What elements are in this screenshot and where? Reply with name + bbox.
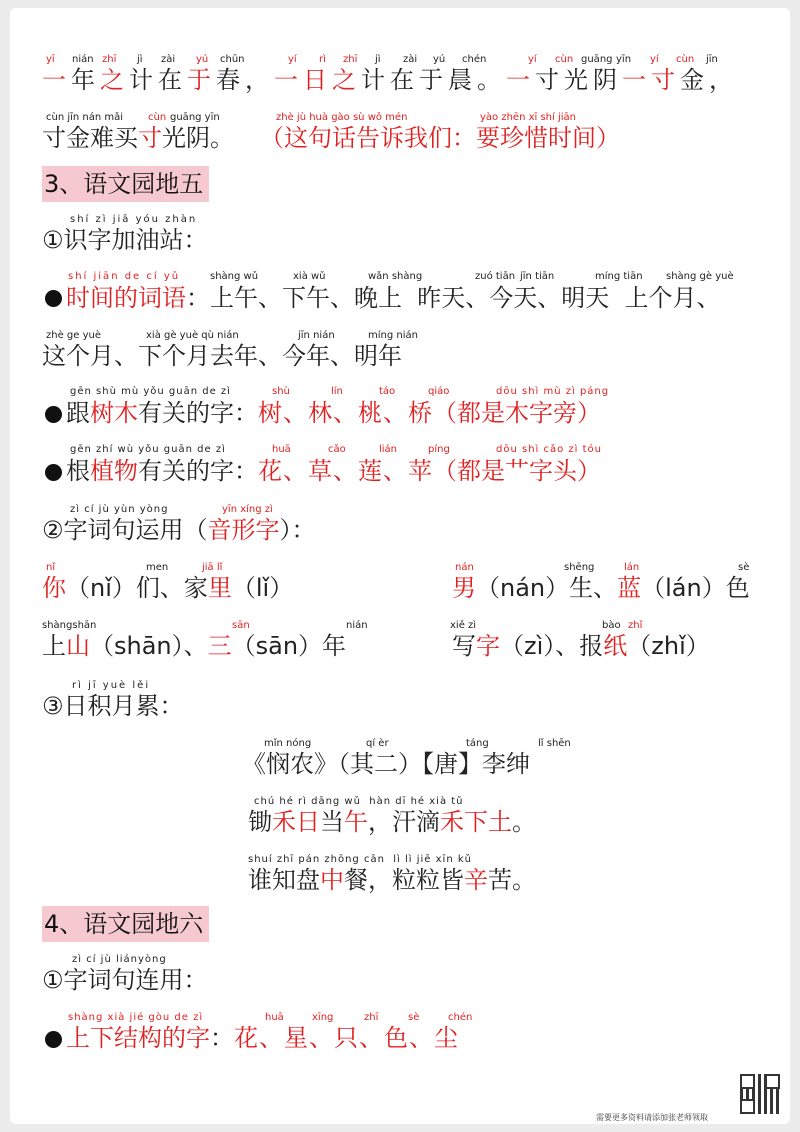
pinyin: yīn xíng zì (222, 504, 273, 515)
pinyin: xià wǔ (293, 271, 326, 282)
pinyin: zhī (343, 54, 358, 65)
pinyin: nán (455, 562, 474, 573)
pinyin: nǐ (46, 562, 56, 573)
pinyin: yú (433, 54, 446, 65)
poem-line: 谁知盘中餐，粒粒皆辛苦。 (248, 866, 536, 894)
pinyin: guāng (581, 54, 613, 65)
pinyin: gēn zhí wù yǒu guān de zì (70, 444, 226, 455)
pinyin: sè (738, 562, 750, 573)
pinyin: guāng yīn (170, 112, 220, 123)
pinyin: chú hé rì dāng wǔ hàn dī hé xià tǔ (254, 796, 464, 807)
subsection-label: ①识字加油站： (42, 226, 208, 254)
bullet-icon (45, 1031, 62, 1048)
section-title: 4、语文园地六 (42, 906, 209, 942)
pinyin: cùn (676, 54, 695, 65)
pinyin: shù (272, 386, 290, 397)
pinyin: jì (137, 54, 143, 65)
pinyin: jīn (706, 54, 718, 65)
pinyin: men (146, 562, 169, 573)
pinyin: xiě zì (450, 620, 477, 631)
pinyin: mǐn nóng (264, 738, 312, 749)
pinyin: nián (72, 54, 94, 65)
pinyin: zài (403, 54, 418, 65)
pinyin: chén (448, 1012, 473, 1023)
pinyin: qiáo (428, 386, 450, 397)
pinyin: zhī (102, 54, 117, 65)
pinyin: táo (379, 386, 396, 397)
pinyin: míng nián (368, 330, 418, 341)
pinyin: zhǐ (628, 620, 643, 631)
pinyin: chūn (220, 54, 245, 65)
pinyin: xià gè yuè qù nián (146, 330, 239, 341)
pinyin: yí (528, 54, 537, 65)
homophone-pair: 男（nán）生、蓝（lán）色 (452, 574, 750, 602)
pinyin: zì cí jù liányòng (72, 954, 167, 965)
pinyin: yí (650, 54, 659, 65)
pinyin: zhī (364, 1012, 379, 1023)
pinyin: jīn tiān (520, 271, 555, 282)
pinyin: shàng wǔ (210, 271, 259, 282)
tree-words-line: 跟树木有关的字：树、林、桃、桥（都是木字旁） (66, 399, 601, 427)
poem-title: 《悯农》（其二）【唐】李绅 (242, 750, 530, 778)
pinyin: gēn shù mù yǒu guān de zì (70, 386, 231, 397)
pinyin: lǐ shēn (538, 738, 571, 749)
pinyin: huā (272, 444, 291, 455)
pinyin: bào (602, 620, 621, 631)
subsection-label: ①字词句连用： (42, 966, 208, 994)
pinyin: nián (346, 620, 368, 631)
section-title: 3、语文园地五 (42, 166, 209, 202)
pinyin: lián (379, 444, 398, 455)
pinyin: jīn nián (298, 330, 335, 341)
pinyin: shí zì jiā yóu zhàn (70, 214, 198, 225)
pinyin: rì (319, 54, 326, 65)
pinyin: rì jī yuè lěi (72, 680, 151, 691)
homophone-pair: 你（nǐ）们、家里（lǐ） (42, 574, 294, 602)
subsection-label: ③日积月累： (42, 692, 184, 720)
pinyin: shàng gè yuè (666, 271, 734, 282)
pinyin: dōu shì mù zì páng (496, 386, 610, 397)
footer-note: 需要更多资料请添加张老师领取 (596, 1113, 708, 1122)
proverb-note: （这句话告诉我们：要珍惜时间） (260, 124, 620, 152)
homophone-pair: 写字（zì）、报纸（zhǐ） (452, 632, 710, 660)
pinyin: píng (428, 444, 450, 455)
pinyin: táng (466, 738, 489, 749)
pinyin: shàng xià jié gòu de zì (68, 1012, 204, 1023)
pinyin: yīn (616, 54, 632, 65)
pinyin: cùn jīn nán mǎi (46, 112, 124, 123)
pinyin: yī (46, 54, 55, 65)
pinyin: shí jiān de cí yǔ (68, 271, 181, 282)
pinyin: yí (288, 54, 297, 65)
pinyin: qí èr (366, 738, 389, 749)
pinyin: zhè ge yuè (46, 330, 102, 341)
worksheet-page (10, 8, 790, 1124)
pinyin: yào zhēn xī shí jiān (480, 112, 577, 123)
pinyin: chén (462, 54, 487, 65)
pinyin: dōu shì cǎo zì tóu (496, 444, 602, 455)
pinyin: sè (408, 1012, 420, 1023)
bullet-icon (45, 406, 62, 423)
homophone-pair: 上山（shān）、三（sān）年 (42, 632, 347, 660)
qr-code-icon (740, 1074, 780, 1114)
plant-words-line: 根植物有关的字：花、草、莲、苹（都是艹字头） (66, 457, 601, 485)
time-words-line: 时间的词语：上午、下午、晚上 昨天、今天、明天 上个月、 (66, 284, 721, 312)
pinyin: cùn (148, 112, 167, 123)
pinyin: jiā lǐ (202, 562, 223, 573)
pinyin: cǎo (328, 444, 346, 455)
pinyin: huā (265, 1012, 284, 1023)
pinyin: shēng (564, 562, 595, 573)
proverb-text: 寸金难买寸光阴。 (42, 124, 234, 152)
proverb-text: 一年之计在于春，一日之计在于晨。一寸光阴一寸金， (42, 66, 738, 94)
subsection-label: ②字词句运用（音形字）： (42, 516, 316, 544)
pinyin: cùn (555, 54, 574, 65)
bullet-icon (45, 290, 62, 307)
pinyin: zuó tiān (475, 271, 516, 282)
pinyin: xīng (312, 1012, 334, 1023)
pinyin: lín (331, 386, 343, 397)
pinyin: sān (232, 620, 250, 631)
pinyin: míng tiān (595, 271, 643, 282)
time-words-line-2: 这个月、下个月去年、今年、明年 (42, 342, 402, 370)
pinyin: lán (624, 562, 640, 573)
pinyin: zài (161, 54, 176, 65)
bullet-icon (45, 464, 62, 481)
pinyin: zì cí jù yùn yòng (70, 504, 169, 515)
pinyin: wǎn shàng (368, 271, 423, 282)
pinyin: jì (375, 54, 381, 65)
structure-words-line: 上下结构的字：花、星、只、色、尘 (66, 1024, 459, 1052)
pinyin: shuí zhī pán zhōng cān lì lì jiē xīn kǔ (248, 854, 472, 865)
poem-line: 锄禾日当午，汗滴禾下土。 (248, 808, 536, 836)
pinyin: yú (196, 54, 209, 65)
pinyin: zhè jù huà gào sù wǒ mén (276, 112, 408, 123)
pinyin: shàngshān (42, 620, 97, 631)
